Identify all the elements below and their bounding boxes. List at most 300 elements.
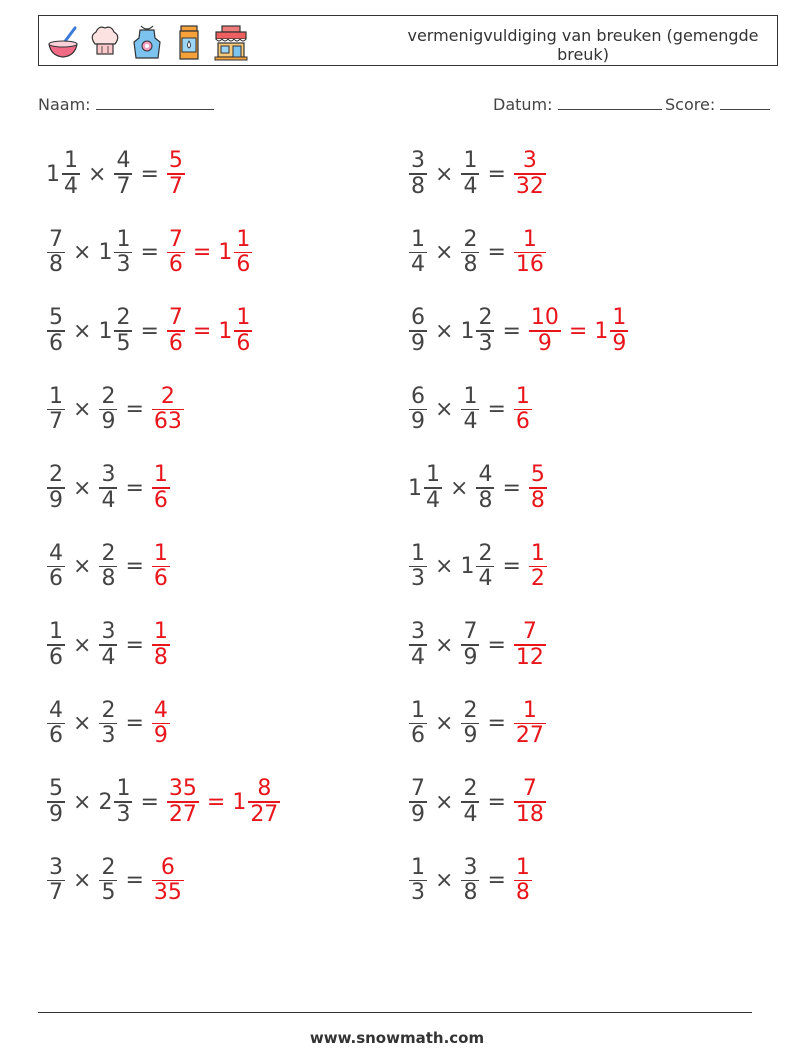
score-field[interactable] — [665, 93, 770, 114]
answer-value — [218, 228, 253, 278]
denominator: 9 — [411, 409, 425, 435]
operand — [408, 463, 443, 513]
answer — [513, 699, 547, 749]
chef-hat-icon — [87, 22, 123, 62]
denominator: 4 — [101, 644, 116, 670]
denominator: 5 — [101, 880, 116, 906]
answer — [513, 620, 547, 670]
numerator: 1 — [236, 226, 251, 252]
answer-fraction — [529, 542, 547, 592]
times-sign: × — [73, 475, 92, 501]
operand — [408, 542, 428, 592]
answer-fraction — [514, 620, 546, 670]
operand-fraction — [409, 699, 427, 749]
numerator: 3 — [101, 619, 116, 645]
denominator: 35 — [153, 880, 182, 906]
whole-number: 1 — [98, 318, 113, 344]
operand — [46, 856, 66, 906]
answer-value — [594, 306, 629, 356]
operand — [408, 385, 428, 435]
denominator: 9 — [49, 487, 63, 513]
operand-fraction — [114, 149, 132, 199]
answer-value — [151, 463, 171, 513]
answer — [151, 463, 171, 513]
numerator: 1 — [463, 383, 478, 409]
denominator: 8 — [530, 487, 545, 513]
numerator: 2 — [463, 697, 478, 723]
denominator: 27 — [250, 801, 279, 827]
denominator: 8 — [101, 566, 116, 592]
numerator: 7 — [522, 776, 537, 802]
answer-fraction — [167, 149, 185, 199]
denominator: 9 — [49, 801, 63, 827]
problem-13 — [46, 615, 171, 675]
problem-3 — [46, 223, 253, 283]
operand-fraction — [461, 149, 479, 199]
whole-number: 1 — [460, 554, 475, 579]
operand — [408, 856, 428, 906]
denominator: 8 — [463, 880, 478, 906]
denominator: 9 — [101, 409, 116, 435]
equals-sign: = — [487, 789, 506, 815]
denominator: 9 — [153, 723, 168, 749]
operand-fraction — [47, 856, 65, 906]
numerator: 1 — [426, 462, 440, 488]
answer-value — [513, 228, 547, 278]
answer-fraction — [152, 620, 170, 670]
operand-fraction — [114, 306, 132, 356]
numerator: 1 — [522, 226, 537, 252]
operand — [98, 856, 118, 906]
denominator: 18 — [515, 801, 544, 827]
operand — [408, 620, 428, 670]
denominator: 9 — [411, 801, 425, 827]
operand-fraction — [114, 777, 132, 827]
operand — [46, 228, 66, 278]
operand-fraction — [409, 385, 427, 435]
equals-sign: = — [206, 789, 226, 815]
numerator: 5 — [49, 305, 63, 331]
problem-20 — [408, 851, 533, 911]
answer — [151, 856, 185, 906]
denominator: 7 — [116, 173, 131, 199]
apron-icon — [129, 22, 165, 62]
denominator: 4 — [426, 487, 440, 513]
operand — [46, 777, 66, 827]
operand — [98, 542, 118, 592]
numerator: 5 — [168, 148, 183, 174]
answer-value — [151, 620, 171, 670]
answer-value — [232, 777, 281, 827]
answer-value — [166, 777, 200, 827]
numerator: 1 — [153, 619, 168, 645]
operand — [408, 777, 428, 827]
numerator: 3 — [411, 148, 425, 174]
numerator: 2 — [101, 383, 116, 409]
answer — [513, 385, 533, 435]
problem-2 — [408, 144, 547, 204]
date-label: Datum: — [493, 95, 553, 114]
operand-fraction — [47, 385, 65, 435]
numerator: 6 — [160, 854, 175, 880]
problem-12 — [408, 537, 548, 597]
operand — [113, 149, 133, 199]
answer-fraction — [529, 306, 561, 356]
denominator: 8 — [463, 252, 478, 278]
denominator: 7 — [49, 409, 63, 435]
denominator: 9 — [537, 330, 552, 356]
numerator: 10 — [530, 305, 559, 331]
numerator: 7 — [168, 226, 183, 252]
operand — [460, 699, 480, 749]
equals-sign: = — [140, 318, 159, 344]
denominator: 6 — [49, 723, 63, 749]
equals-sign: = — [487, 397, 506, 422]
equals-sign: = — [568, 318, 588, 344]
operand — [98, 777, 133, 827]
operand — [408, 306, 428, 356]
name-blank[interactable] — [96, 93, 214, 110]
numerator: 4 — [49, 697, 63, 723]
operand — [460, 620, 480, 670]
denominator: 6 — [411, 723, 425, 749]
answer-fraction — [152, 385, 184, 435]
numerator: 4 — [153, 697, 168, 723]
numerator: 2 — [116, 305, 131, 331]
denominator: 3 — [116, 801, 131, 827]
answer-fraction — [514, 149, 546, 199]
answer-fraction — [167, 306, 185, 356]
answer — [513, 856, 533, 906]
denominator: 9 — [463, 723, 478, 749]
answer-fraction — [234, 306, 252, 356]
bakery-shop-icon — [213, 22, 249, 62]
operand-fraction — [409, 306, 427, 356]
answer-fraction — [248, 777, 280, 827]
answer — [166, 777, 281, 827]
whole-number: 1 — [594, 318, 609, 344]
numerator: 1 — [116, 776, 131, 802]
operand-fraction — [461, 777, 479, 827]
operand — [460, 306, 495, 356]
numerator: 1 — [153, 540, 168, 566]
denominator: 9 — [612, 330, 627, 356]
numerator: 2 — [101, 540, 116, 566]
answer — [166, 306, 253, 356]
operand-fraction — [99, 463, 117, 513]
numerator: 1 — [116, 226, 131, 252]
score-blank[interactable] — [720, 93, 770, 110]
operand-fraction — [424, 463, 442, 513]
operand — [46, 542, 66, 592]
numerator: 1 — [515, 383, 530, 409]
operand-fraction — [99, 542, 117, 592]
date-blank[interactable] — [558, 93, 662, 110]
answer-value — [513, 777, 547, 827]
answer — [151, 620, 171, 670]
whole-number: 1 — [98, 240, 113, 265]
equals-sign: = — [487, 161, 506, 187]
denominator: 7 — [49, 880, 63, 906]
equals-sign: = — [487, 240, 506, 265]
denominator: 4 — [463, 801, 478, 827]
problem-1 — [46, 144, 186, 204]
operand — [408, 699, 428, 749]
operand — [98, 463, 118, 513]
date-field[interactable] — [493, 93, 662, 114]
times-sign: × — [73, 240, 92, 265]
denominator: 4 — [411, 644, 425, 670]
denominator: 8 — [411, 173, 425, 199]
answer — [513, 149, 547, 199]
denominator: 6 — [153, 487, 168, 513]
answer-fraction — [167, 777, 199, 827]
operand-fraction — [47, 620, 65, 670]
answer — [528, 542, 548, 592]
numerator: 3 — [522, 148, 537, 174]
denominator: 8 — [515, 880, 530, 906]
equals-sign: = — [487, 711, 506, 736]
numerator: 1 — [49, 619, 63, 645]
icon-strip — [45, 22, 249, 62]
operand-fraction — [461, 856, 479, 906]
problem-18 — [408, 772, 547, 832]
denominator: 6 — [49, 330, 63, 356]
answer-value — [151, 699, 171, 749]
numerator: 1 — [64, 148, 78, 174]
denominator: 16 — [515, 252, 544, 278]
answer-value — [151, 856, 185, 906]
answer-fraction — [514, 856, 532, 906]
answer-value — [166, 306, 186, 356]
numerator: 3 — [101, 462, 116, 488]
denominator: 3 — [478, 330, 493, 356]
numerator: 1 — [515, 854, 530, 880]
answer — [151, 385, 185, 435]
answer-fraction — [610, 306, 628, 356]
operand-fraction — [47, 306, 65, 356]
times-sign: × — [73, 868, 92, 893]
answer-value — [151, 542, 171, 592]
answer-fraction — [152, 699, 170, 749]
answer-fraction — [514, 228, 546, 278]
equals-sign: = — [487, 868, 506, 893]
answer-fraction — [514, 777, 546, 827]
operand-fraction — [99, 856, 117, 906]
denominator: 6 — [515, 409, 530, 435]
problem-9 — [46, 458, 171, 518]
header-box — [38, 15, 778, 66]
numerator: 1 — [49, 383, 63, 409]
numerator: 8 — [257, 776, 272, 802]
answer-value — [528, 542, 548, 592]
answer-fraction — [167, 228, 185, 278]
numerator: 6 — [411, 305, 425, 331]
times-sign: × — [435, 632, 454, 658]
operand-fraction — [476, 306, 494, 356]
equals-sign: = — [125, 711, 144, 736]
answer — [151, 699, 171, 749]
numerator: 4 — [478, 462, 493, 488]
operand-fraction — [476, 463, 494, 513]
answer — [528, 463, 548, 513]
operand-fraction — [47, 463, 65, 513]
times-sign: × — [435, 161, 454, 187]
whole-number: 2 — [98, 789, 113, 815]
problem-14 — [408, 615, 547, 675]
operand — [46, 463, 66, 513]
numerator: 5 — [49, 776, 63, 802]
problem-16 — [408, 694, 547, 754]
denominator: 4 — [463, 173, 478, 199]
denominator: 6 — [49, 566, 63, 592]
operand — [408, 149, 428, 199]
times-sign: × — [73, 318, 92, 344]
times-sign: × — [435, 554, 454, 579]
problem-11 — [46, 537, 171, 597]
denominator: 3 — [116, 252, 131, 278]
equals-sign: = — [192, 240, 212, 265]
equals-sign: = — [125, 475, 144, 501]
numerator: 1 — [411, 540, 425, 566]
answer-value — [513, 620, 547, 670]
numerator: 2 — [101, 854, 116, 880]
numerator: 3 — [49, 854, 63, 880]
denominator: 9 — [463, 644, 478, 670]
times-sign: × — [73, 711, 92, 736]
times-sign: × — [435, 318, 454, 344]
denominator: 6 — [49, 644, 63, 670]
operand-fraction — [99, 699, 117, 749]
answer-value — [513, 149, 547, 199]
problem-4 — [408, 223, 547, 283]
operand — [46, 149, 81, 199]
numerator: 7 — [411, 776, 425, 802]
denominator: 32 — [515, 173, 544, 199]
operand — [46, 385, 66, 435]
denominator: 9 — [411, 330, 425, 356]
times-sign: × — [73, 789, 92, 815]
operand-fraction — [461, 699, 479, 749]
denominator: 8 — [153, 644, 168, 670]
footer-divider — [38, 1012, 752, 1013]
numerator: 1 — [463, 148, 478, 174]
denominator: 63 — [153, 409, 182, 435]
answer — [166, 228, 253, 278]
milk-carton-icon — [171, 22, 207, 62]
denominator: 7 — [168, 173, 183, 199]
answer-value — [513, 856, 533, 906]
operand-fraction — [461, 620, 479, 670]
footer-url: www.snowmath.com — [309, 1029, 485, 1047]
numerator: 2 — [463, 776, 478, 802]
answer-fraction — [529, 463, 547, 513]
times-sign: × — [88, 161, 107, 187]
denominator: 6 — [168, 330, 183, 356]
operand — [460, 228, 480, 278]
numerator: 7 — [522, 619, 537, 645]
operand-fraction — [409, 149, 427, 199]
numerator: 1 — [153, 462, 168, 488]
operand — [460, 149, 480, 199]
denominator: 27 — [168, 801, 197, 827]
operand-fraction — [409, 228, 427, 278]
problem-15 — [46, 694, 171, 754]
answer-fraction — [514, 699, 546, 749]
operand-fraction — [409, 777, 427, 827]
name-label: Naam: — [38, 95, 91, 114]
times-sign: × — [73, 632, 92, 658]
numerator: 1 — [236, 305, 251, 331]
operand-fraction — [99, 620, 117, 670]
answer-fraction — [152, 856, 184, 906]
operand-fraction — [47, 228, 65, 278]
equals-sign: = — [502, 318, 521, 344]
score-label: Score: — [665, 95, 716, 114]
times-sign: × — [73, 397, 92, 422]
numerator: 3 — [463, 854, 478, 880]
numerator: 7 — [49, 226, 63, 252]
answer-value — [166, 228, 186, 278]
denominator: 3 — [411, 566, 425, 592]
numerator: 1 — [411, 854, 425, 880]
problem-10 — [408, 458, 548, 518]
numerator: 2 — [463, 226, 478, 252]
numerator: 1 — [612, 305, 627, 331]
operand-fraction — [114, 228, 132, 278]
times-sign: × — [435, 397, 454, 422]
whole-number: 1 — [408, 475, 422, 501]
operand — [98, 620, 118, 670]
operand-fraction — [409, 542, 427, 592]
operand — [98, 228, 133, 278]
equals-sign: = — [502, 475, 521, 501]
numerator: 1 — [522, 697, 537, 723]
answer-fraction — [152, 463, 170, 513]
denominator: 2 — [530, 566, 545, 592]
whole-number: 1 — [460, 318, 475, 344]
denominator: 6 — [236, 330, 251, 356]
mixing-bowl-icon — [45, 22, 81, 62]
equals-sign: = — [125, 632, 144, 658]
operand — [460, 777, 480, 827]
equals-sign: = — [140, 789, 159, 815]
operand — [460, 856, 480, 906]
equals-sign: = — [140, 161, 159, 187]
operand — [475, 463, 495, 513]
operand — [98, 699, 118, 749]
name-field[interactable] — [38, 93, 214, 114]
denominator: 8 — [49, 252, 63, 278]
numerator: 35 — [168, 776, 197, 802]
times-sign: × — [450, 475, 469, 501]
denominator: 6 — [168, 252, 183, 278]
equals-sign: = — [125, 868, 144, 893]
answer — [151, 542, 171, 592]
equals-sign: = — [502, 554, 521, 579]
equals-sign: = — [140, 240, 159, 265]
equals-sign: = — [125, 397, 144, 422]
problem-6 — [408, 301, 629, 361]
denominator: 27 — [515, 723, 544, 749]
operand — [460, 385, 480, 435]
operand — [98, 385, 118, 435]
equals-sign: = — [487, 632, 506, 658]
answer — [513, 228, 547, 278]
times-sign: × — [435, 240, 454, 265]
problem-5 — [46, 301, 253, 361]
denominator: 4 — [64, 173, 78, 199]
